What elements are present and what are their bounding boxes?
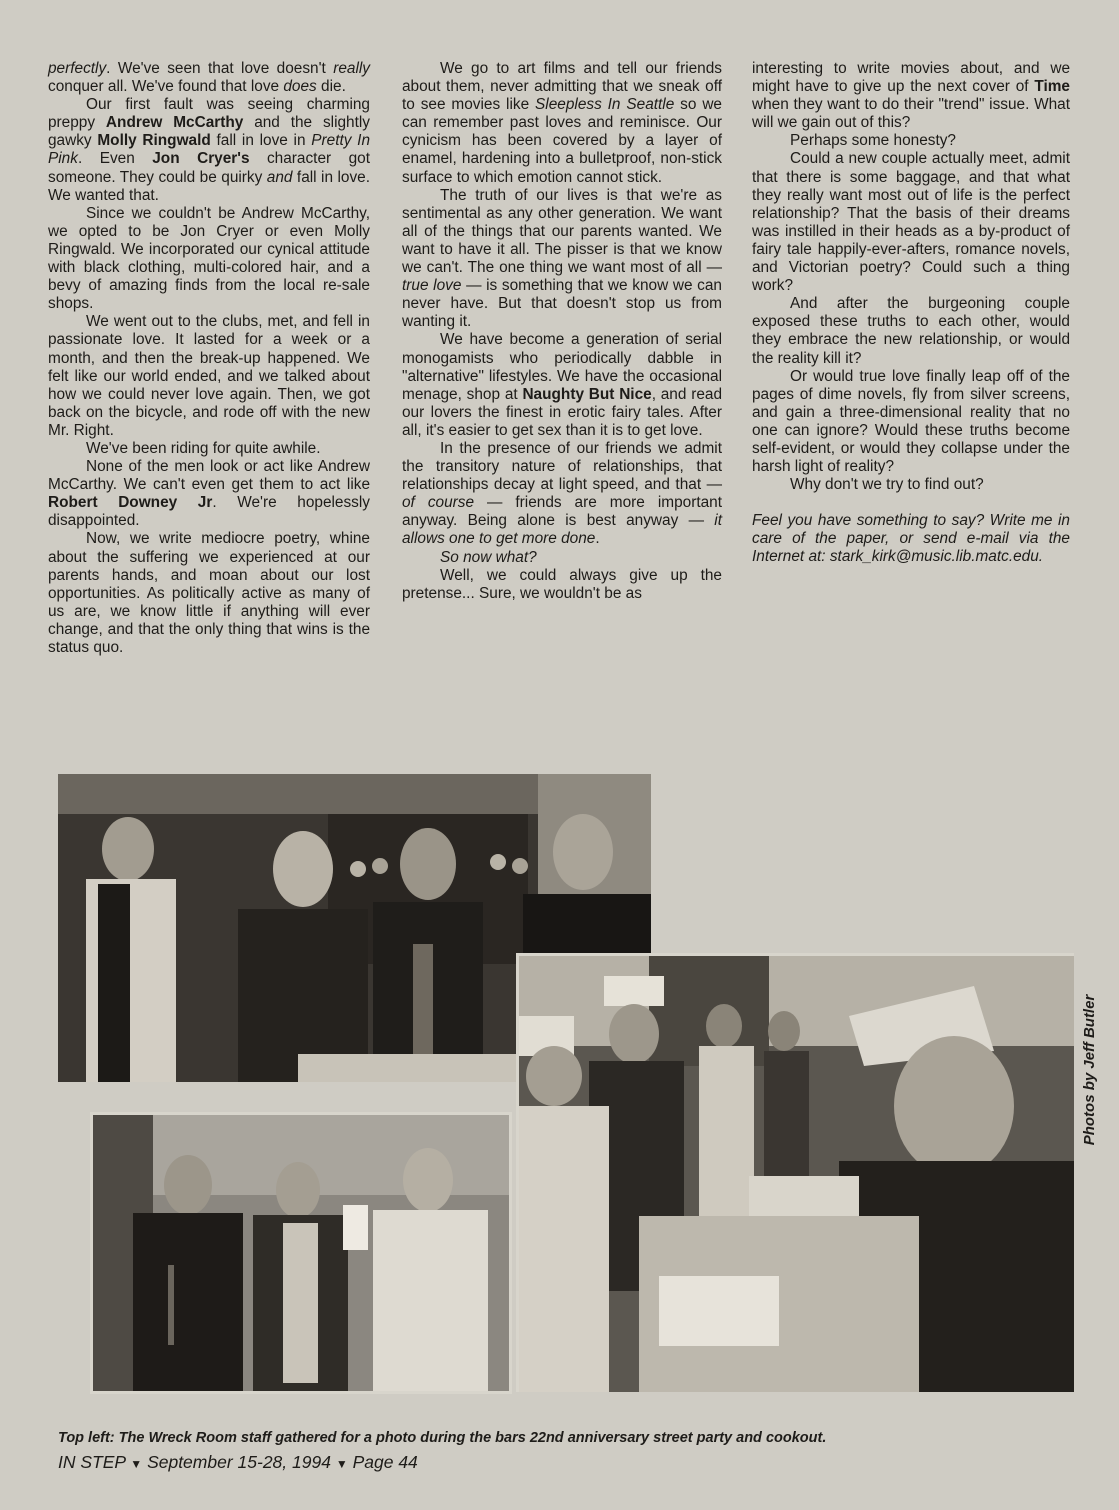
page-footer bbox=[58, 1452, 418, 1473]
author-note: Feel you have something to say? Write me in care of the paper, or send e-mail via the Internet at: stark_kirk@music.lib.matc.edu. bbox=[752, 512, 1070, 566]
article-column-2 bbox=[402, 60, 722, 603]
col1-paragraph-4: We went out to the clubs, met, and fell in passionate love. It lasted for a week or a month, and then the break-up happened. We felt like our world ended, and we talked about how we could never love again. Then, we got back on the bicycle, and rode off with the new Mr. Right. bbox=[48, 313, 370, 439]
cookout-photo bbox=[516, 953, 1074, 1392]
col2-paragraph-5: So now what? bbox=[440, 548, 537, 566]
separator-icon: ▼ bbox=[335, 1457, 348, 1471]
col3-paragraph-2: Perhaps some honesty? bbox=[790, 132, 956, 150]
article-column-1 bbox=[48, 60, 370, 657]
three-men-photo-image bbox=[93, 1115, 509, 1391]
col3-paragraph-1: interesting to write movies about, and we might have to give up the next cover of Time when they want to do their "trend" issue. What will we gain out of this? bbox=[752, 60, 1070, 132]
col1-paragraph-3: Since we couldn't be Andrew McCarthy, we opted to be Jon Cryer or even Molly Ringwald. We incorporated our cynical attitude with black clothing, multi-colored hair, and a bevy of amazing finds from the local re-sale shops. bbox=[48, 204, 370, 313]
col2-paragraph-6: Well, we could always give up the pretense... Sure, we wouldn't be as bbox=[402, 566, 722, 602]
col3-paragraph-6: Why don't we try to find out? bbox=[790, 476, 984, 494]
cookout-photo-image bbox=[519, 956, 1074, 1392]
col2-paragraph-4: In the presence of our friends we admit the transitory nature of relationships, that relationships decay at light speed, and that — of course — friends are more important anyway. Being alone is best anyway — it allows one to get more done. bbox=[402, 439, 722, 548]
col1-paragraph-6: None of the men look or act like Andrew McCarthy. We can't even get them to act like Robert Downey Jr. We're hopelessly disappointed. bbox=[48, 458, 370, 530]
col1-paragraph-1: perfectly. We've seen that love doesn't really conquer all. We've found that love does die. bbox=[48, 60, 370, 96]
page-number: Page 44 bbox=[352, 1452, 418, 1472]
article-column-3 bbox=[752, 60, 1070, 567]
col3-paragraph-4: And after the burgeoning couple exposed these truths to each other, would they embrace the new relationship, or would the reality kill it? bbox=[752, 295, 1070, 367]
three-men-photo bbox=[90, 1112, 512, 1394]
publication-name: IN STEP bbox=[58, 1452, 126, 1472]
col3-paragraph-5: Or would true love finally leap off of the pages of dime novels, fly from silver screens, and gain a three-dimensional reality that no one can ignore? Would these truths become self-evident, or would they collapse under the harsh light of reality? bbox=[752, 367, 1070, 476]
photo-caption: Top left: The Wreck Room staff gathered for a photo during the bars 22nd anniversary street party and cookout. bbox=[58, 1430, 827, 1446]
photo-credit: Photos by Jeff Butler bbox=[1081, 994, 1098, 1146]
col1-paragraph-5: We've been riding for quite awhile. bbox=[86, 439, 321, 457]
col2-paragraph-3: We have become a generation of serial monogamists who periodically dabble in "alternative" lifestyles. We have the occasional menage, shop at Naughty But Nice, and read our lovers the finest in erotic fairy tales. After all, it's easier to get sex than it is to get love. bbox=[402, 331, 723, 439]
col3-paragraph-3: Could a new couple actually meet, admit that there is some baggage, and that what they really want most out of life is the perfect relationship? That the basis of their dreams was instilled in their heads as a by-product of fairy tale happily-ever-afters, romance novels, and Victorian poetry? Could such a thing work? bbox=[752, 150, 1070, 295]
col2-paragraph-2: The truth of our lives is that we're as sentimental as any other generation. We want all of the things that our parents wanted. We want to have it all. The pisser is that we know we can't. The one thing we want most of all — true love — is something that we know we can never have. But that doesn't stop us from wanting it. bbox=[402, 186, 722, 331]
separator-icon: ▼ bbox=[130, 1457, 143, 1471]
col1-paragraph-2: Our first fault was seeing charming preppy Andrew McCarthy and the slightly gawky Molly Ringwald fall in love in Pretty In Pink. Even Jon Cryer's character got someone. They could be quirky and fall in love. We wanted that. bbox=[48, 96, 371, 204]
col1-paragraph-7: Now, we write mediocre poetry, whine about the suffering we experienced at our parents hands, and moan about our lost opportunities. As politically active as many of us are, we know little if anything will ever change, and that the only thing that wins is the status quo. bbox=[48, 530, 370, 656]
col2-paragraph-1: We go to art films and tell our friends about them, never admitting that we sneak off to see movies like Sleepless In Seattle so we can remember past loves and reminisce. Our cynicism has been covered by a layer of enamel, hardening into a bulletproof, non-stick surface to which emotion cannot stick. bbox=[402, 60, 722, 186]
issue-date: September 15-28, 1994 bbox=[147, 1452, 331, 1472]
